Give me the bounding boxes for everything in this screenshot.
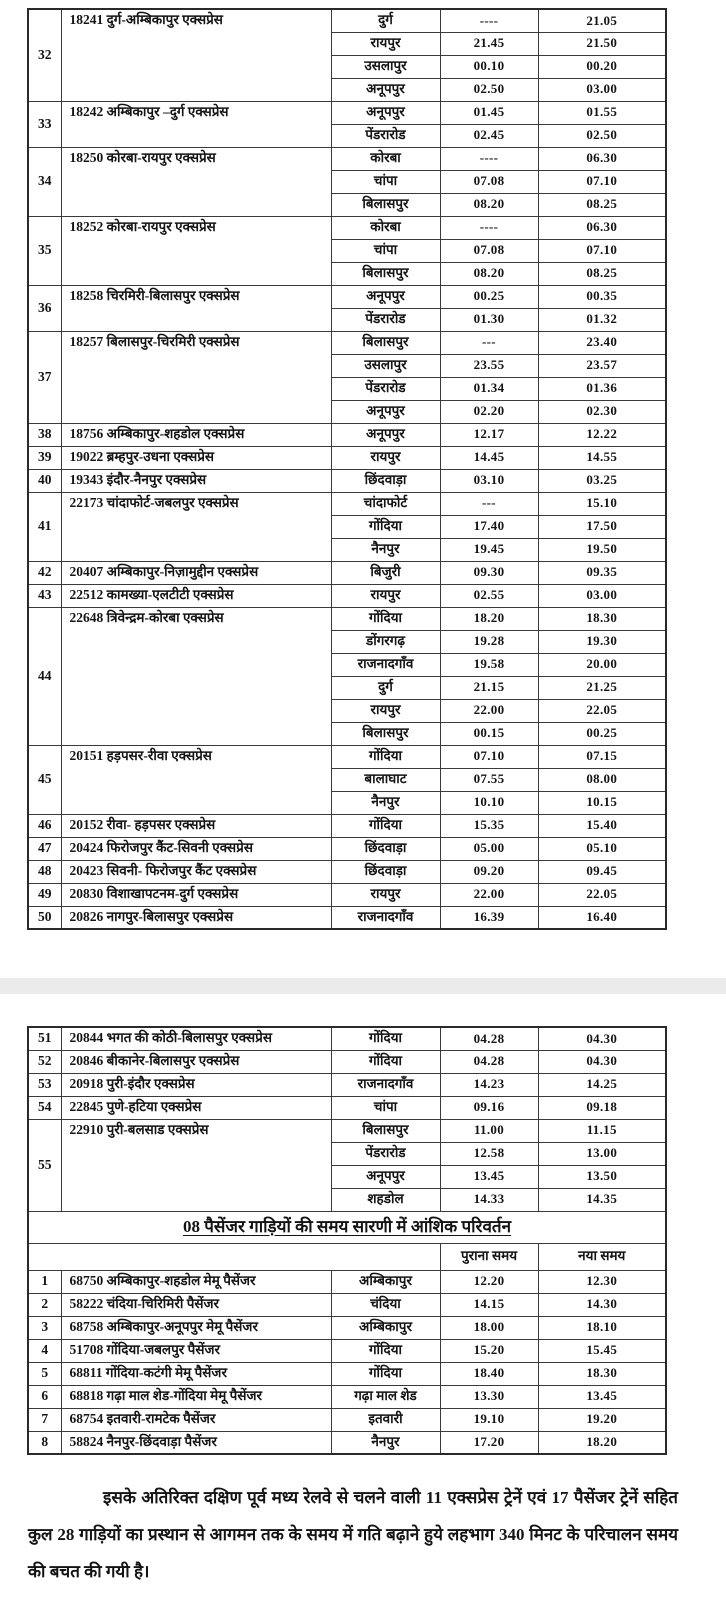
train-name-cell: 20826 नागपुर-बिलासपुर एक्सप्रेस <box>61 906 331 929</box>
express-row-37 <box>28 331 666 354</box>
station-cell: रायपुर <box>331 883 440 906</box>
old-time-cell: 01.34 <box>440 377 538 400</box>
new-time-column-header: नया समय <box>538 1243 666 1270</box>
train-name-cell: 20424 फिरोजपुर कैंट-सिवनी एक्सप्रेस <box>61 837 331 860</box>
old-time-cell: 17.40 <box>440 515 538 538</box>
new-time-cell: 19.30 <box>538 630 666 653</box>
station-cell: बिलासपुर <box>331 722 440 745</box>
express-row-41 <box>28 492 666 515</box>
summary-paragraph: इसके अतिरिक्त दक्षिण पूर्व मध्य रेलवे से चलने वाली 11 एक्सप्रेस ट्रेनें एवं 17 पैसेंजर ट्रेनें सहित कुल 28 गाड़ियों का प्रस्थान से आगमन तक के समय में गति बढ़ाने हुये लहभाग 340 मिनट के परिचालन समय की बचत की गयी है। <box>28 1488 678 1581</box>
train-name-cell: 18756 अम्बिकापुर-शहडोल एक्सप्रेस <box>61 423 331 446</box>
old-time-cell: 21.45 <box>440 32 538 55</box>
old-time-cell: 13.45 <box>440 1165 538 1188</box>
old-time-cell: 17.20 <box>440 1431 538 1454</box>
old-time-cell: 03.10 <box>440 469 538 492</box>
express-row-53 <box>28 1073 666 1096</box>
train-name-cell: 22910 पुरी-बलसाड एक्सप्रेस <box>61 1119 331 1211</box>
serial-cell: 46 <box>28 814 61 837</box>
new-time-cell: 23.57 <box>538 354 666 377</box>
new-time-cell: 13.45 <box>538 1385 666 1408</box>
train-name-cell: 18252 कोरबा-रायपुर एक्सप्रेस <box>61 216 331 285</box>
new-time-cell: 00.25 <box>538 722 666 745</box>
serial-cell: 2 <box>28 1293 61 1316</box>
old-time-cell: 23.55 <box>440 354 538 377</box>
express-row-36 <box>28 285 666 308</box>
station-cell: राजनादगाँव <box>331 1073 440 1096</box>
station-cell: अनूपपुर <box>331 423 440 446</box>
new-time-cell: 03.00 <box>538 78 666 101</box>
express-row-42 <box>28 561 666 584</box>
station-cell: पेंडरारोड <box>331 308 440 331</box>
station-cell: शहडोल <box>331 1188 440 1211</box>
new-time-cell: 21.50 <box>538 32 666 55</box>
serial-cell: 49 <box>28 883 61 906</box>
old-time-cell: 12.58 <box>440 1142 538 1165</box>
train-name-cell: 20423 सिवनी- फिरोजपुर कैंट एक्सप्रेस <box>61 860 331 883</box>
station-cell: दुर्ग <box>331 9 440 32</box>
new-time-cell: 09.45 <box>538 860 666 883</box>
station-cell: रायपुर <box>331 584 440 607</box>
passenger-row-2 <box>28 1293 666 1316</box>
station-cell: चांदाफोर्ट <box>331 492 440 515</box>
station-cell: अम्बिकापुर <box>331 1270 440 1293</box>
express-continued-body <box>28 1027 666 1211</box>
old-time-cell: 02.50 <box>440 78 538 101</box>
serial-cell: 32 <box>28 9 61 101</box>
old-time-cell: 02.20 <box>440 400 538 423</box>
old-time-cell: 01.45 <box>440 101 538 124</box>
old-time-cell: 02.55 <box>440 584 538 607</box>
passenger-section-title: 08 पैसेंजर गाड़ियों की समय सारणी में आंशिक परिवर्तन <box>182 1216 512 1236</box>
station-cell: गढ़ा माल शेड <box>331 1385 440 1408</box>
passenger-section-header <box>28 1211 666 1270</box>
station-cell: छिंदवाड़ा <box>331 860 440 883</box>
station-cell: कोरबा <box>331 216 440 239</box>
train-name-cell: 68758 अम्बिकापुर-अनूपपुर मेमू पैसेंजर <box>61 1316 331 1339</box>
express-row-33 <box>28 101 666 124</box>
serial-cell: 36 <box>28 285 61 331</box>
old-time-cell: 14.15 <box>440 1293 538 1316</box>
old-time-cell: 05.00 <box>440 837 538 860</box>
old-time-cell: 12.17 <box>440 423 538 446</box>
passenger-heading-cell <box>28 1211 666 1243</box>
passenger-columns-row <box>28 1243 666 1270</box>
serial-cell: 54 <box>28 1096 61 1119</box>
new-time-cell: 23.40 <box>538 331 666 354</box>
station-cell: बिजुरी <box>331 561 440 584</box>
station-cell: गोंदिया <box>331 1339 440 1362</box>
new-time-cell: 05.10 <box>538 837 666 860</box>
new-time-cell: 18.30 <box>538 607 666 630</box>
old-time-cell: 12.20 <box>440 1270 538 1293</box>
train-name-cell: 22845 पुणे-हटिया एक्सप्रेस <box>61 1096 331 1119</box>
station-cell: पेंडरारोड <box>331 1142 440 1165</box>
train-name-cell: 18250 कोरबा-रायपुर एक्सप्रेस <box>61 147 331 216</box>
station-cell: रायपुर <box>331 32 440 55</box>
new-time-cell: 13.00 <box>538 1142 666 1165</box>
continued-timetable-table <box>27 1026 667 1455</box>
new-time-cell: 14.25 <box>538 1073 666 1096</box>
station-cell: गोंदिया <box>331 745 440 768</box>
train-name-cell: 58824 नैनपुर-छिंदवाड़ा पैसेंजर <box>61 1431 331 1454</box>
serial-cell: 40 <box>28 469 61 492</box>
serial-cell: 50 <box>28 906 61 929</box>
new-time-cell: 15.40 <box>538 814 666 837</box>
old-time-cell: ---- <box>440 147 538 170</box>
old-time-cell: 00.10 <box>440 55 538 78</box>
new-time-cell: 02.30 <box>538 400 666 423</box>
train-name-cell: 19343 इंदौर-नैनपुर एक्सप्रेस <box>61 469 331 492</box>
train-name-cell: 20407 अम्बिकापुर-निज़ामुद्दीन एक्सप्रेस <box>61 561 331 584</box>
express-row-54 <box>28 1096 666 1119</box>
new-time-cell: 20.00 <box>538 653 666 676</box>
serial-cell: 42 <box>28 561 61 584</box>
train-name-cell: 68750 अम्बिकापुर-शहडोल मेमू पैसेंजर <box>61 1270 331 1293</box>
old-time-cell: 07.55 <box>440 768 538 791</box>
document-page <box>0 8 726 1600</box>
station-cell: गोंदिया <box>331 1362 440 1385</box>
express-row-48 <box>28 860 666 883</box>
old-time-cell: 07.10 <box>440 745 538 768</box>
station-cell: पेंडरारोड <box>331 124 440 147</box>
new-time-cell: 03.00 <box>538 584 666 607</box>
station-cell: बालाघाट <box>331 768 440 791</box>
old-time-cell: 10.10 <box>440 791 538 814</box>
station-cell: नैनपुर <box>331 538 440 561</box>
serial-cell: 37 <box>28 331 61 423</box>
passenger-row-6 <box>28 1385 666 1408</box>
old-time-cell: 09.30 <box>440 561 538 584</box>
station-cell: चांपा <box>331 170 440 193</box>
new-time-cell: 04.30 <box>538 1027 666 1050</box>
new-time-cell: 08.00 <box>538 768 666 791</box>
station-cell: नैनपुर <box>331 1431 440 1454</box>
passenger-heading-row <box>28 1211 666 1243</box>
express-row-50 <box>28 906 666 929</box>
train-name-cell: 20830 विशाखापटनम-दुर्ग एक्सप्रेस <box>61 883 331 906</box>
old-time-cell: 18.40 <box>440 1362 538 1385</box>
new-time-cell: 07.10 <box>538 239 666 262</box>
serial-cell: 1 <box>28 1270 61 1293</box>
station-cell: छिंदवाड़ा <box>331 837 440 860</box>
old-time-cell: 07.08 <box>440 170 538 193</box>
old-time-cell: 16.39 <box>440 906 538 929</box>
station-cell: बिलासपुर <box>331 331 440 354</box>
old-time-cell: 15.20 <box>440 1339 538 1362</box>
train-name-cell: 18258 चिरमिरी-बिलासपुर एक्सप्रेस <box>61 285 331 331</box>
station-cell: छिंदवाड़ा <box>331 469 440 492</box>
old-time-cell: ---- <box>440 9 538 32</box>
serial-cell: 3 <box>28 1316 61 1339</box>
serial-cell: 43 <box>28 584 61 607</box>
serial-cell: 47 <box>28 837 61 860</box>
station-cell: कोरबा <box>331 147 440 170</box>
express-row-38 <box>28 423 666 446</box>
station-cell: गोंदिया <box>331 814 440 837</box>
passenger-row-5 <box>28 1362 666 1385</box>
serial-cell: 52 <box>28 1050 61 1073</box>
train-name-cell: 20846 बीकानेर-बिलासपुर एक्सप्रेस <box>61 1050 331 1073</box>
serial-cell: 8 <box>28 1431 61 1454</box>
express-timetable-table <box>27 8 667 930</box>
new-time-cell: 06.30 <box>538 216 666 239</box>
passenger-row-4 <box>28 1339 666 1362</box>
old-time-cell: 19.10 <box>440 1408 538 1431</box>
station-cell: गोंदिया <box>331 607 440 630</box>
passenger-row-7 <box>28 1408 666 1431</box>
train-name-cell: 22173 चांदाफोर्ट-जबलपुर एक्सप्रेस <box>61 492 331 561</box>
old-time-cell: 09.20 <box>440 860 538 883</box>
passenger-row-8 <box>28 1431 666 1454</box>
passenger-row-3 <box>28 1316 666 1339</box>
old-time-cell: 14.33 <box>440 1188 538 1211</box>
train-name-cell: 18241 दुर्ग-अम्बिकापुर एक्सप्रेस <box>61 9 331 101</box>
new-time-cell: 03.25 <box>538 469 666 492</box>
blank-header-cell <box>28 1243 440 1270</box>
old-time-cell: 08.20 <box>440 262 538 285</box>
old-time-cell: 19.45 <box>440 538 538 561</box>
new-time-cell: 08.25 <box>538 193 666 216</box>
station-cell: गोंदिया <box>331 515 440 538</box>
station-cell: उसलापुर <box>331 354 440 377</box>
new-time-cell: 21.05 <box>538 9 666 32</box>
new-time-cell: 09.35 <box>538 561 666 584</box>
serial-cell: 55 <box>28 1119 61 1211</box>
serial-cell: 45 <box>28 745 61 814</box>
old-time-cell: 08.20 <box>440 193 538 216</box>
station-cell: अम्बिकापुर <box>331 1316 440 1339</box>
old-time-cell: 22.00 <box>440 883 538 906</box>
express-row-49 <box>28 883 666 906</box>
express-row-45 <box>28 745 666 768</box>
page-gap <box>0 994 726 1026</box>
old-time-cell: 09.16 <box>440 1096 538 1119</box>
serial-cell: 41 <box>28 492 61 561</box>
new-time-cell: 07.15 <box>538 745 666 768</box>
old-time-cell: 04.28 <box>440 1027 538 1050</box>
old-time-cell: 04.28 <box>440 1050 538 1073</box>
new-time-cell: 00.35 <box>538 285 666 308</box>
serial-cell: 7 <box>28 1408 61 1431</box>
new-time-cell: 01.55 <box>538 101 666 124</box>
old-time-cell: 14.45 <box>440 446 538 469</box>
station-cell: रायपुर <box>331 446 440 469</box>
new-time-cell: 21.25 <box>538 676 666 699</box>
express-row-47 <box>28 837 666 860</box>
station-cell: चांपा <box>331 1096 440 1119</box>
station-cell: नैनपुर <box>331 791 440 814</box>
station-cell: अनूपपुर <box>331 1165 440 1188</box>
old-time-cell: 15.35 <box>440 814 538 837</box>
new-time-cell: 00.20 <box>538 55 666 78</box>
new-time-cell: 19.50 <box>538 538 666 561</box>
station-cell: पेंडरारोड <box>331 377 440 400</box>
new-time-cell: 14.55 <box>538 446 666 469</box>
station-cell: दुर्ग <box>331 676 440 699</box>
station-cell: इतवारी <box>331 1408 440 1431</box>
old-time-cell: 18.00 <box>440 1316 538 1339</box>
station-cell: उसलापुर <box>331 55 440 78</box>
express-row-55 <box>28 1119 666 1142</box>
express-row-44 <box>28 607 666 630</box>
passenger-row-1 <box>28 1270 666 1293</box>
train-name-cell: 68754 इतवारी-रामटेक पैसेंजर <box>61 1408 331 1431</box>
new-time-cell: 10.15 <box>538 791 666 814</box>
old-time-cell: --- <box>440 492 538 515</box>
station-cell: चांपा <box>331 239 440 262</box>
new-time-cell: 19.20 <box>538 1408 666 1431</box>
serial-cell: 33 <box>28 101 61 147</box>
station-cell: रायपुर <box>331 699 440 722</box>
page-break-band <box>0 978 726 994</box>
new-time-cell: 15.10 <box>538 492 666 515</box>
train-name-cell: 20151 हड़पसर-रीवा एक्सप्रेस <box>61 745 331 814</box>
new-time-cell: 16.40 <box>538 906 666 929</box>
train-name-cell: 19022 ब्रम्हपुर-उधना एक्सप्रेस <box>61 446 331 469</box>
new-time-cell: 04.30 <box>538 1050 666 1073</box>
old-time-cell: 00.15 <box>440 722 538 745</box>
train-name-cell: 51708 गोंदिया-जबलपुर पैसेंजर <box>61 1339 331 1362</box>
train-name-cell: 68818 गढ़ा माल शेड-गोंदिया मेमू पैसेंजर <box>61 1385 331 1408</box>
new-time-cell: 18.20 <box>538 1431 666 1454</box>
serial-cell: 51 <box>28 1027 61 1050</box>
old-time-cell: ---- <box>440 216 538 239</box>
new-time-cell: 12.22 <box>538 423 666 446</box>
new-time-cell: 15.45 <box>538 1339 666 1362</box>
new-time-cell: 17.50 <box>538 515 666 538</box>
station-cell: राजनादगाँव <box>331 906 440 929</box>
old-time-cell: 01.30 <box>440 308 538 331</box>
train-name-cell: 20918 पुरी-इंदौर एक्सप्रेस <box>61 1073 331 1096</box>
serial-cell: 53 <box>28 1073 61 1096</box>
new-time-cell: 18.10 <box>538 1316 666 1339</box>
station-cell: बिलासपुर <box>331 262 440 285</box>
serial-cell: 38 <box>28 423 61 446</box>
new-time-cell: 08.25 <box>538 262 666 285</box>
new-time-cell: 02.50 <box>538 124 666 147</box>
train-name-cell: 20844 भगत की कोठी-बिलासपुर एक्सप्रेस <box>61 1027 331 1050</box>
new-time-cell: 09.18 <box>538 1096 666 1119</box>
serial-cell: 35 <box>28 216 61 285</box>
station-cell: अनूपपुर <box>331 400 440 423</box>
station-cell: गोंदिया <box>331 1050 440 1073</box>
passenger-table-body <box>28 1270 666 1454</box>
old-time-cell: 19.28 <box>440 630 538 653</box>
express-row-39 <box>28 446 666 469</box>
new-time-cell: 06.30 <box>538 147 666 170</box>
new-time-cell: 18.30 <box>538 1362 666 1385</box>
serial-cell: 34 <box>28 147 61 216</box>
express-row-52 <box>28 1050 666 1073</box>
train-name-cell: 18242 अम्बिकापुर –दुर्ग एक्सप्रेस <box>61 101 331 147</box>
train-name-cell: 58222 चंदिया-चिरिमिरी पैसेंजर <box>61 1293 331 1316</box>
serial-cell: 39 <box>28 446 61 469</box>
express-row-43 <box>28 584 666 607</box>
station-cell: बिलासपुर <box>331 193 440 216</box>
old-time-cell: 14.23 <box>440 1073 538 1096</box>
train-name-cell: 22512 कामख्या-एलटीटी एक्सप्रेस <box>61 584 331 607</box>
new-time-cell: 14.30 <box>538 1293 666 1316</box>
station-cell: अनूपपुर <box>331 78 440 101</box>
old-time-cell: 02.45 <box>440 124 538 147</box>
old-time-cell: 19.58 <box>440 653 538 676</box>
serial-cell: 5 <box>28 1362 61 1385</box>
express-row-35 <box>28 216 666 239</box>
old-time-cell: 18.20 <box>440 607 538 630</box>
old-time-cell: --- <box>440 331 538 354</box>
new-time-cell: 01.32 <box>538 308 666 331</box>
old-time-cell: 00.25 <box>440 285 538 308</box>
new-time-cell: 13.50 <box>538 1165 666 1188</box>
new-time-cell: 07.10 <box>538 170 666 193</box>
train-name-cell: 18257 बिलासपुर-चिरमिरी एक्सप्रेस <box>61 331 331 423</box>
old-time-cell: 11.00 <box>440 1119 538 1142</box>
train-name-cell: 68811 गोंदिया-कटंगी मेमू पैसेंजर <box>61 1362 331 1385</box>
station-cell: अनूपपुर <box>331 101 440 124</box>
new-time-cell: 14.35 <box>538 1188 666 1211</box>
express-row-51 <box>28 1027 666 1050</box>
train-name-cell: 20152 रीवा- हड़पसर एक्सप्रेस <box>61 814 331 837</box>
serial-cell: 4 <box>28 1339 61 1362</box>
serial-cell: 6 <box>28 1385 61 1408</box>
express-table-body <box>28 9 666 929</box>
old-time-cell: 21.15 <box>440 676 538 699</box>
old-time-cell: 07.08 <box>440 239 538 262</box>
old-time-column-header: पुराना समय <box>440 1243 538 1270</box>
station-cell: बिलासपुर <box>331 1119 440 1142</box>
station-cell: गोंदिया <box>331 1027 440 1050</box>
serial-cell: 48 <box>28 860 61 883</box>
station-cell: अनूपपुर <box>331 285 440 308</box>
station-cell: डोंगरगढ़ <box>331 630 440 653</box>
express-row-34 <box>28 147 666 170</box>
station-cell: राजनादगाँव <box>331 653 440 676</box>
train-name-cell: 22648 त्रिवेन्द्रम-कोरबा एक्सप्रेस <box>61 607 331 745</box>
new-time-cell: 22.05 <box>538 699 666 722</box>
page-gap <box>0 930 726 978</box>
new-time-cell: 11.15 <box>538 1119 666 1142</box>
old-time-cell: 22.00 <box>440 699 538 722</box>
express-row-32 <box>28 9 666 32</box>
new-time-cell: 12.30 <box>538 1270 666 1293</box>
serial-cell: 44 <box>28 607 61 745</box>
express-row-46 <box>28 814 666 837</box>
station-cell: चंदिया <box>331 1293 440 1316</box>
new-time-cell: 01.36 <box>538 377 666 400</box>
express-row-40 <box>28 469 666 492</box>
old-time-cell: 13.30 <box>440 1385 538 1408</box>
new-time-cell: 22.05 <box>538 883 666 906</box>
